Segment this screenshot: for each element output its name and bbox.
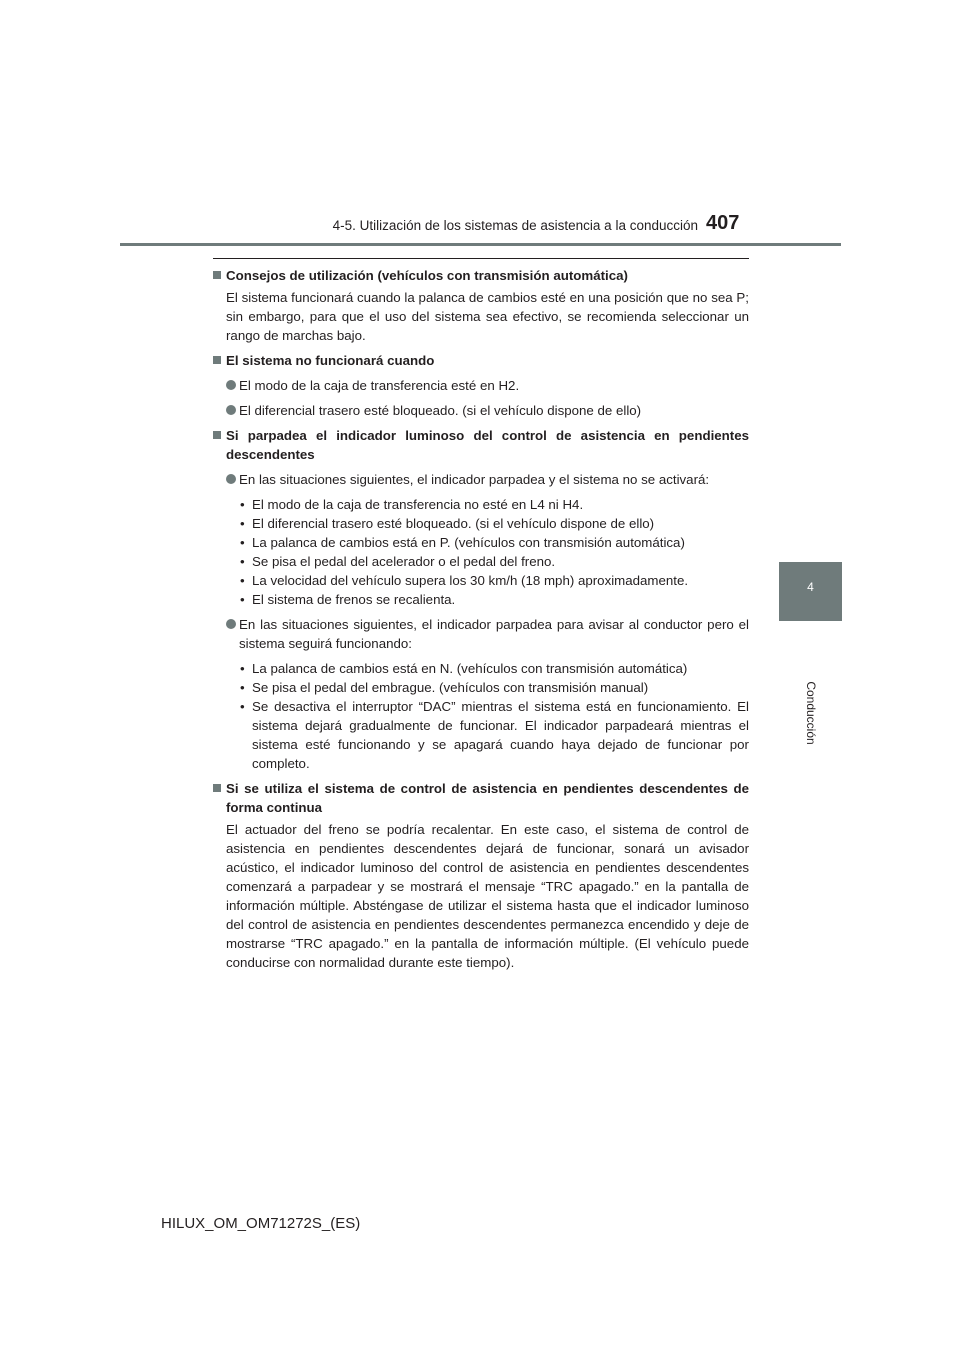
dot-bullet-icon: •	[240, 573, 245, 588]
circle-bullet-icon	[226, 619, 236, 629]
sub-list-item: • Se pisa el pedal del embrague. (vehículos con transmisión manual)	[240, 680, 649, 695]
section-continuous-use	[213, 779, 749, 972]
sub-list-item: • El modo de la caja de transferencia no esté en L4 ni H4.	[240, 497, 584, 512]
dot-bullet-icon: •	[240, 592, 245, 607]
circle-bullet-icon	[226, 380, 236, 390]
circle-bullet-icon	[226, 405, 236, 415]
dot-bullet-icon: •	[240, 535, 245, 550]
dot-bullet-icon: •	[240, 661, 245, 676]
content-divider	[213, 258, 749, 259]
dot-bullet-icon: •	[240, 497, 245, 512]
sub-list	[213, 659, 749, 773]
chapter-tab-number: 4	[807, 580, 814, 594]
sub-list-item: • El sistema de frenos se recalienta.	[240, 592, 456, 607]
section-not-working	[213, 351, 749, 420]
list-item: En las situaciones siguientes, el indicador parpadea y el sistema no se activará:	[213, 470, 749, 489]
page-content	[213, 266, 749, 978]
section-indicator-flashing	[213, 426, 749, 773]
section-paragraph: El sistema funcionará cuando la palanca de cambios esté en una posición que no sea P; sin embargo, para que el uso del sistema sea efectivo, se recomienda seleccionar un rango de marchas bajo.	[226, 290, 749, 343]
section-heading: Si se utiliza el sistema de control de asistencia en pendientes descendentes de forma continua	[213, 779, 749, 817]
sub-list	[213, 495, 749, 609]
sub-list-item: • Se desactiva el interruptor “DAC” mientras el sistema está en funcionamiento. El sistema dejará gradualmente de funcionar. El indicador parpadeará mientras el sistema esté funcionando y se apagará cuando haya dejado de funcionar por completo.	[240, 699, 749, 771]
section-heading: El sistema no funcionará cuando	[213, 351, 749, 370]
chapter-tab	[779, 562, 842, 621]
sub-list-item: • La velocidad del vehículo supera los 30 km/h (18 mph) aproximadamente.	[240, 573, 689, 588]
sub-list-item: • Se pisa el pedal del acelerador o el pedal del freno.	[240, 554, 556, 569]
dot-bullet-icon: •	[240, 516, 245, 531]
sub-list-item: • La palanca de cambios está en P. (vehículos con transmisión automática)	[240, 535, 685, 550]
section-heading: Si parpadea el indicador luminoso del control de asistencia en pendientes descendentes	[213, 426, 749, 464]
header-rule	[120, 243, 841, 246]
section-heading: Consejos de utilización (vehículos con transmisión automática)	[213, 266, 749, 285]
page-number: 407	[706, 212, 740, 234]
square-bullet-icon	[213, 356, 221, 364]
list-item: El modo de la caja de transferencia esté en H2.	[213, 376, 749, 395]
sub-list-item: • La palanca de cambios está en N. (vehículos con transmisión automática)	[240, 661, 688, 676]
dot-bullet-icon: •	[240, 680, 245, 695]
chapter-title: 4-5. Utilización de los sistemas de asistencia a la conducción	[332, 218, 698, 233]
dot-bullet-icon: •	[240, 554, 245, 569]
list-item: El diferencial trasero esté bloqueado. (si el vehículo dispone de ello)	[213, 401, 749, 420]
section-paragraph: El actuador del freno se podría recalentar. En este caso, el sistema de control de asistencia en pendientes descendentes dejará de funcionar, sonará un avisador acústico, el indicador luminoso del control de asistencia en pendientes descendentes comenzará a parpadear y se mostrará el mensaje “TRC apagado.” en la pantalla de información múltiple. Absténgase de utilizar el sistema hasta que el indicador luminoso del control de asistencia en pendientes descendentes permanezca encendido y deje de mostrarse “TRC apagado.” en la pantalla de información múltiple. (El vehículo puede conducirse con normalidad durante este tiempo).	[226, 822, 749, 970]
section-usage-tips	[213, 266, 749, 345]
document-code: HILUX_OM_OM71272S_(ES)	[161, 1215, 361, 1232]
dot-bullet-icon: •	[240, 699, 245, 714]
circle-bullet-icon	[226, 474, 236, 484]
square-bullet-icon	[213, 784, 221, 792]
square-bullet-icon	[213, 271, 221, 279]
chapter-tab-label	[802, 668, 820, 758]
sub-list-item: • El diferencial trasero esté bloqueado. (si el vehículo dispone de ello)	[240, 516, 655, 531]
square-bullet-icon	[213, 431, 221, 439]
chapter-tab-label-text: Conducción	[804, 681, 818, 745]
list-item: En las situaciones siguientes, el indicador parpadea para avisar al conductor pero el sistema seguirá funcionando:	[213, 615, 749, 653]
